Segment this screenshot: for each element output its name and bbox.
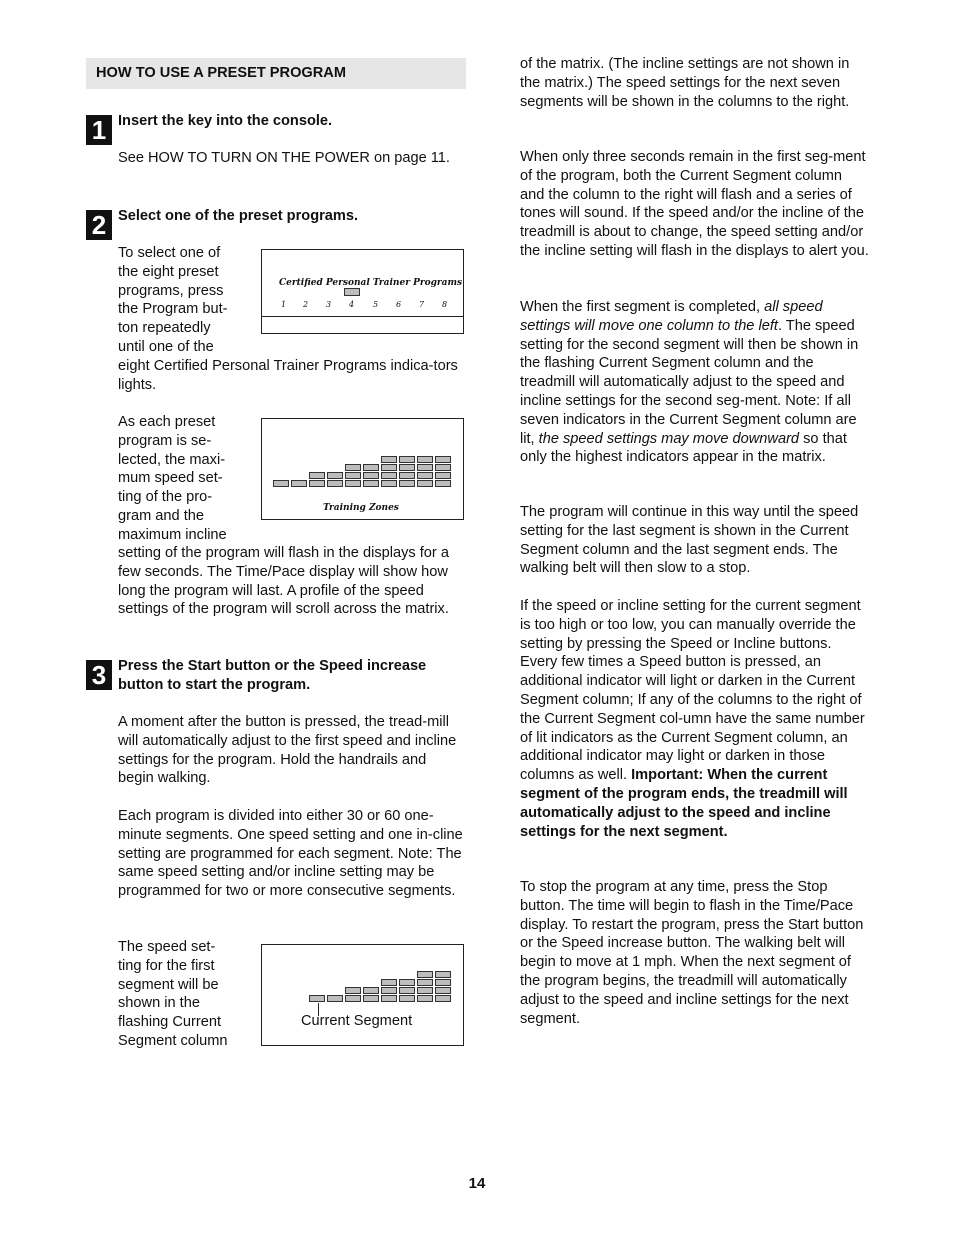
program-number: 3 <box>326 300 332 309</box>
program-number: 7 <box>419 300 425 309</box>
matrix-indicator <box>435 995 451 1002</box>
matrix-indicator <box>309 480 325 487</box>
text-line: the eight preset <box>118 263 219 280</box>
matrix-indicator <box>399 472 415 479</box>
matrix-indicator <box>435 971 451 978</box>
matrix-indicator <box>417 971 433 978</box>
matrix-indicator <box>381 464 397 471</box>
right-para-3-italic-1: all speed settings will move one column to the left <box>520 299 823 334</box>
matrix-indicator <box>435 480 451 487</box>
right-para-1: of the matrix. (The incline settings are not shown in the matrix.) The speed settings for the next seven segments will be shown in the columns to the right. <box>520 56 850 110</box>
page-number: 14 <box>468 1175 486 1192</box>
training-zones-figure <box>261 418 464 520</box>
program-number: 1 <box>281 300 287 309</box>
program-number: 6 <box>396 300 402 309</box>
right-para-3-e: so that only the highest indicators appear in the matrix. <box>520 430 847 466</box>
matrix-indicator <box>435 464 451 471</box>
program-number: 8 <box>442 300 448 309</box>
matrix-indicator <box>381 456 397 463</box>
step-3-para3-wrap <box>118 938 248 1051</box>
matrix-indicator <box>399 979 415 986</box>
matrix-indicator <box>345 987 361 994</box>
right-para-2: When only three seconds remain in the first seg-ment of the program, both the Current Segment column and the column to the right will flash and a series of tones will sound. If the speed and/or the incline of the treadmill is about to change, the speed setting and/or the incline setting will flash in the displays to alert you. <box>520 149 869 259</box>
matrix-indicator <box>399 456 415 463</box>
section-title: HOW TO USE A PRESET PROGRAM <box>96 65 347 81</box>
text-line: the Program but- <box>118 301 228 318</box>
step-3-para2: Each program is divided into either 30 or 60 one-minute segments. One speed setting and one in-cline setting are programmed for each segment. Note: The same speed setting and/or incline setting may be programmed for two or more consecutive segments. <box>118 808 463 900</box>
current-segment-label: Current Segment <box>301 1013 413 1029</box>
step-2-para2-wrap <box>118 413 248 545</box>
matrix-indicator <box>417 979 433 986</box>
right-para-5-text: If the speed or incline setting for the current segment is too high or too low, you can manually override the setting by pressing the Speed or Incline buttons. Every few times a Speed button is pressed, an additional indicator will light or darken in the Current Segment column; If any of the columns to the right of the Current Segment col-umn have the same number of lit indicators as the Current Segment column, an additional indicator may light or darken in those columns as well. <box>520 598 865 784</box>
matrix-indicator <box>363 987 379 994</box>
step-1-number: 1 <box>86 115 112 145</box>
step-1-heading: Insert the key into the console. <box>118 113 333 129</box>
program-number: 4 <box>349 300 355 309</box>
right-para-5 <box>520 597 870 841</box>
matrix-indicator <box>435 979 451 986</box>
matrix-indicator <box>363 472 379 479</box>
matrix-indicator <box>417 464 433 471</box>
matrix-indicator <box>363 995 379 1002</box>
step-3-heading: Press the Start button or the Speed increase button to start the program. <box>118 658 427 693</box>
matrix-indicator <box>345 464 361 471</box>
text-line: The speed set- <box>118 939 216 955</box>
right-para-3-a: When the first segment is completed, <box>520 299 765 315</box>
matrix-indicator <box>309 472 325 479</box>
step-2-para2-tail: setting of the program will flash in the displays for a few seconds. The Time/Pace display will show how long the program will last. A profile of the speed settings of the program will scroll across the matrix. <box>118 545 449 618</box>
right-para-3 <box>520 298 870 467</box>
programs-figure <box>261 249 464 334</box>
text-line: To select one of <box>118 245 221 261</box>
current-segment-figure <box>261 944 464 1046</box>
text-line: segment will be <box>118 976 219 993</box>
matrix-indicator <box>345 472 361 479</box>
text-line: ting of the pro- <box>118 489 213 506</box>
matrix-indicator <box>381 979 397 986</box>
matrix-indicator <box>399 480 415 487</box>
right-para-6: To stop the program at any time, press the Stop button. The time will begin to flash in the Time/Pace display. To restart the program, press the Start button or the Speed increase button. The walking belt will begin to move at 1 mph. When the next segment of the program begins, the treadmill will automatically adjust to the speed and incline settings for the next segment. <box>520 879 864 1027</box>
right-para-4: The program will continue in this way until the speed setting for the last segment is shown in the Current Segment column and the last segment ends. The walking belt will then slow to a stop. <box>520 504 859 577</box>
text-line: Segment column <box>118 1032 228 1049</box>
text-line: lected, the maxi- <box>118 451 226 468</box>
text-line: until one of the <box>118 338 214 355</box>
program-indicator-light <box>344 288 360 296</box>
step-3-number: 3 <box>86 660 112 690</box>
matrix-indicator <box>381 480 397 487</box>
step-3-para1: A moment after the button is pressed, the tread-mill will automatically adjust to the first speed and incline settings for the program. Hold the handrails and begin walking. <box>118 714 457 787</box>
text-line: program is se- <box>118 432 212 449</box>
matrix-indicator <box>417 472 433 479</box>
matrix-indicator <box>381 472 397 479</box>
matrix-indicator <box>399 987 415 994</box>
right-para-3-c: . The speed setting for the second segment will then be shown in the flashing Current Segment column and the treadmill will automatically adjust to the speed and incline settings for the second seg-ment. Note: If all seven indicators in the Current Segment column are lit, <box>520 317 859 447</box>
matrix-indicator <box>435 472 451 479</box>
matrix-indicator <box>363 464 379 471</box>
matrix-indicator <box>417 987 433 994</box>
matrix-indicator <box>435 987 451 994</box>
program-number: 5 <box>373 300 379 309</box>
matrix-indicator <box>381 995 397 1002</box>
matrix-indicator <box>327 480 343 487</box>
right-para-5-important: Important: When the current segment of the program ends, the treadmill will automatically adjust to the speed and incline settings for the next segment. <box>520 767 848 840</box>
matrix-indicator <box>399 464 415 471</box>
matrix-indicator <box>399 995 415 1002</box>
matrix-indicator <box>417 456 433 463</box>
programs-figure-title: Certified Personal Trainer Programs <box>279 278 463 288</box>
step-1-body: See HOW TO TURN ON THE POWER on page 11. <box>118 150 450 166</box>
text-line: programs, press <box>118 282 224 299</box>
text-line: gram and the <box>118 507 204 524</box>
matrix-indicator <box>273 480 289 487</box>
text-line: As each preset <box>118 414 216 430</box>
matrix-indicator <box>309 995 325 1002</box>
matrix-indicator <box>363 480 379 487</box>
text-line: shown in the <box>118 995 200 1012</box>
matrix-indicator <box>381 987 397 994</box>
figure-divider <box>262 316 463 317</box>
matrix-indicator <box>291 480 307 487</box>
matrix-indicator <box>417 995 433 1002</box>
text-line: ting for the first <box>118 957 215 974</box>
text-line: flashing Current <box>118 1014 222 1031</box>
step-2-number: 2 <box>86 210 112 240</box>
matrix-indicator <box>345 480 361 487</box>
section-header <box>86 58 466 89</box>
text-line: maximum incline <box>118 526 227 543</box>
program-number: 2 <box>303 300 309 309</box>
step-2-para1-wrap <box>118 244 248 357</box>
matrix-indicator <box>435 456 451 463</box>
text-line: ton repeatedly <box>118 320 211 337</box>
step-2-para1-tail: eight Certified Personal Trainer Programs indica-tors lights. <box>118 358 458 393</box>
matrix-indicator <box>345 995 361 1002</box>
step-2-heading: Select one of the preset programs. <box>118 208 359 224</box>
matrix-indicator <box>417 480 433 487</box>
matrix-indicator <box>327 472 343 479</box>
text-line: mum speed set- <box>118 470 223 487</box>
training-zones-label: Training Zones <box>323 503 399 513</box>
right-para-3-italic-2: the speed settings may move downward <box>538 430 800 447</box>
matrix-indicator <box>327 995 343 1002</box>
